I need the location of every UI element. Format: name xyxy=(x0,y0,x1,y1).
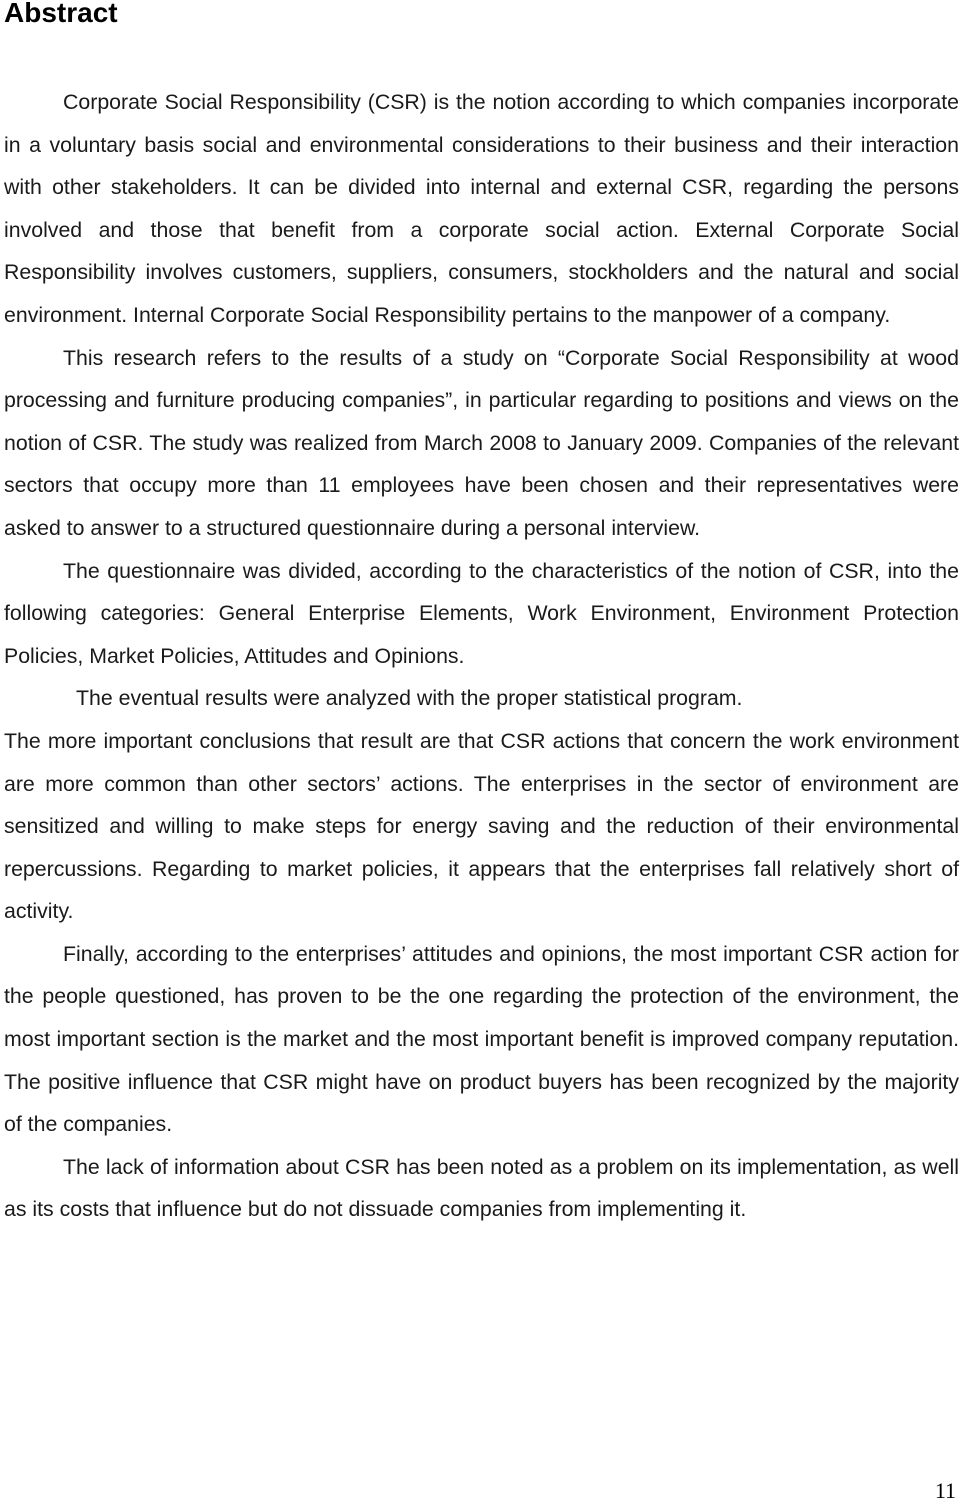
paragraph-6: Finally, according to the enterprises’ attitudes and opinions, the most important CSR action for the people questioned, has proven to be the one regarding the protection of the environment, the most important section is the market and the most important benefit is improved company reputation. The positive influence that CSR might have on product buyers has been recognized by the majority of the companies. xyxy=(4,941,959,1137)
paragraph-7: The lack of information about CSR has been noted as a problem on its implementation, as well as its costs that influence but do not dissuade companies from implementing it. xyxy=(4,1154,959,1222)
paragraph-5: The more important conclusions that result are that CSR actions that concern the work environment are more common than other sectors’ actions. The enterprises in the sector of environment are sensitized and willing to make steps for energy saving and the reduction of their environmental repercussions. Regarding to market policies, it appears that the enterprises fall relatively short of activity. xyxy=(4,728,959,924)
page-number: 11 xyxy=(934,1478,956,1503)
abstract-body xyxy=(4,81,959,1231)
paragraph-2: This research refers to the results of a study on “Corporate Social Responsibility at wood processing and furniture producing companies”, in particular regarding to positions and views on the notion of CSR. The study was realized from March 2008 to January 2009. Companies of the relevant sectors that occupy more than 11 employees have been chosen and their representatives were asked to answer to a structured questionnaire during a personal interview. xyxy=(4,345,959,540)
paragraph-4: The eventual results were analyzed with the proper statistical program. xyxy=(76,686,743,711)
paragraph-3: The questionnaire was divided, according to the characteristics of the notion of CSR, into the following categories: General Enterprise Elements, Work Environment, Environment Protection Policies, Market Policies, Attitudes and Opinions. xyxy=(4,558,959,668)
page-title: Abstract xyxy=(4,0,118,28)
paragraph-1: Corporate Social Responsibility (CSR) is the notion according to which companies incorporate in a voluntary basis social and environmental considerations to their business and their interaction with other stakeholders. It can be divided into internal and external CSR, regarding the persons involved and those that benefit from a corporate social action. External Corporate Social Responsibility involves customers, suppliers, consumers, stockholders and the natural and social environment. Internal Corporate Social Responsibility pertains to the manpower of a company. xyxy=(4,90,959,327)
